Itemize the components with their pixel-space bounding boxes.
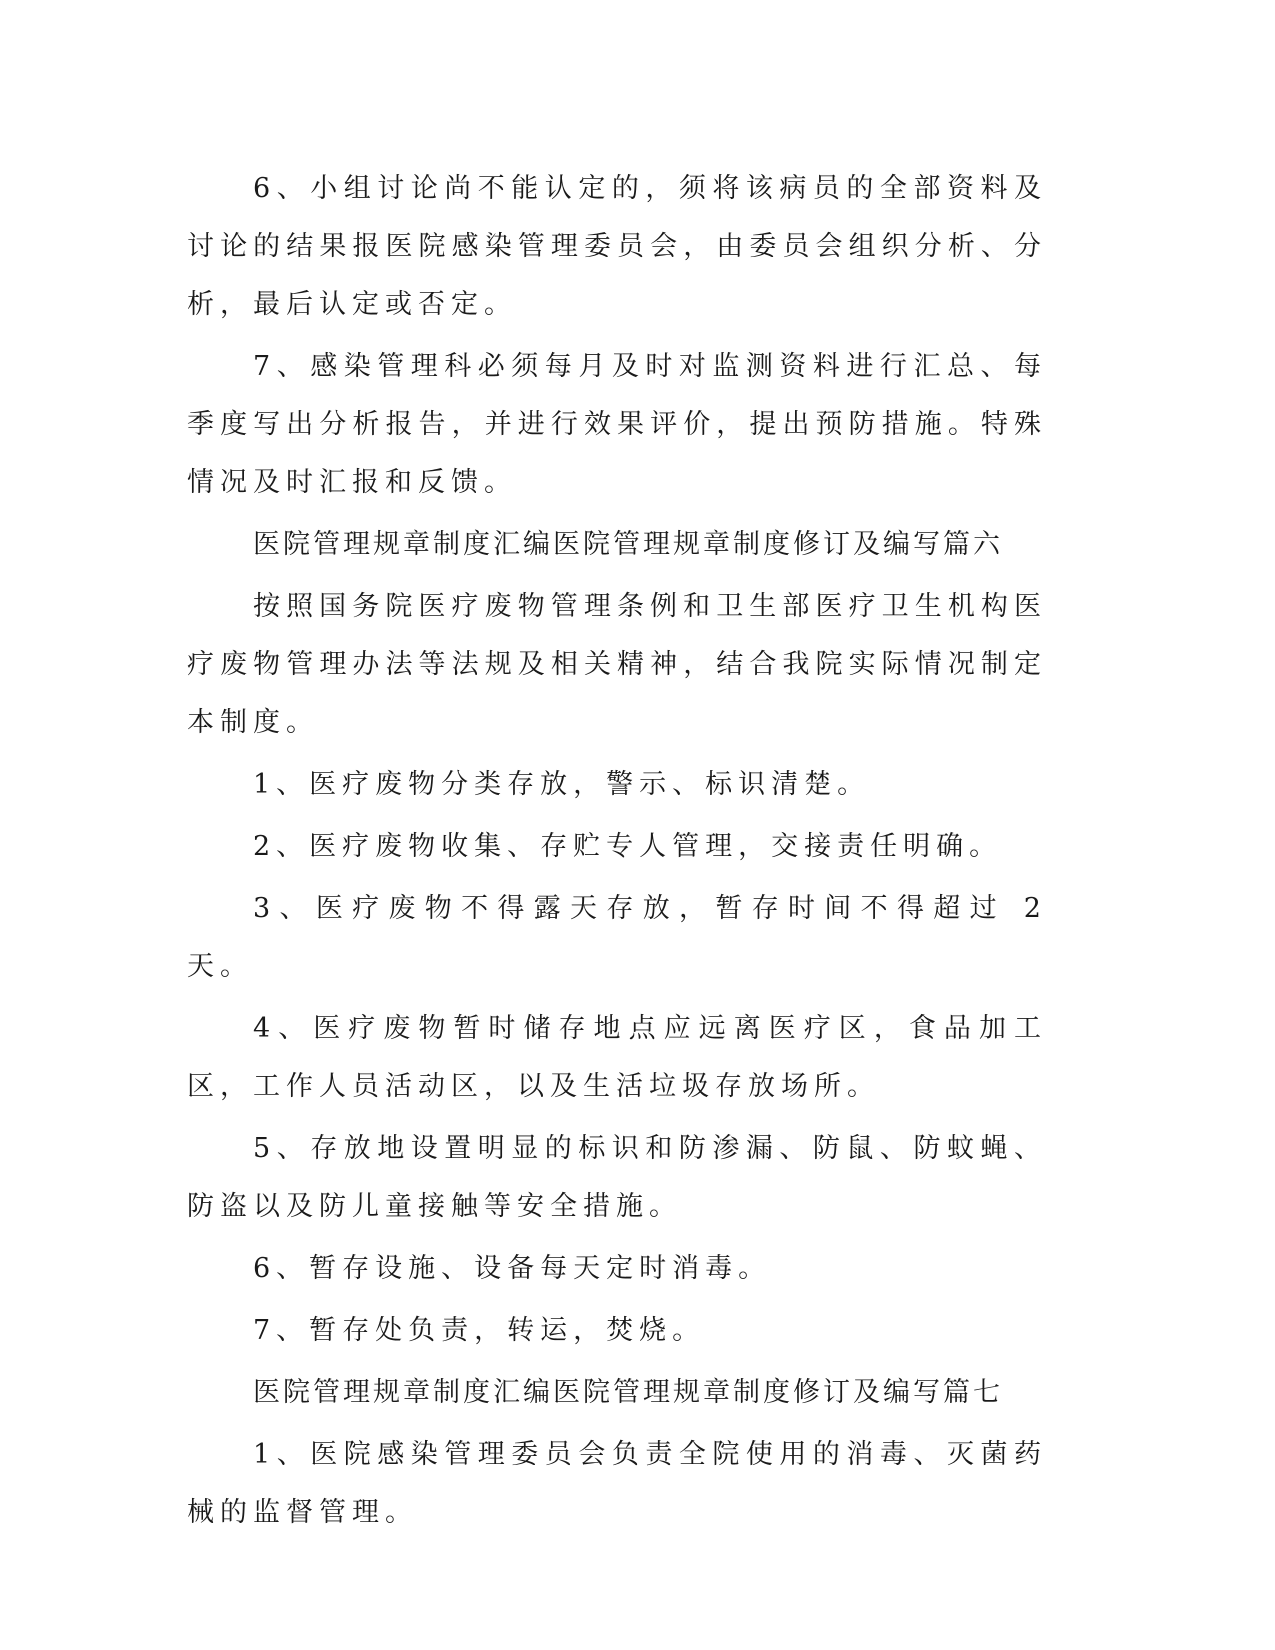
document-body [187,160,1047,1546]
paragraph-item-4-storage-location: 4、医疗废物暂时储存地点应远离医疗区，食品加工区，工作人员活动区，以及生活垃圾存放场所。 [187,1013,1047,1102]
paragraph-item-1-classification: 1、医疗废物分类存放，警示、标识清楚。 [253,769,871,800]
paragraph-item-7-monitoring: 7、感染管理科必须每月及时对监测资料进行汇总、每季度写出分析报告，并进行效果评价，提出预防措施。特殊情况及时汇报和反馈。 [187,351,1047,498]
paragraph-item-6-discussion: 6、小组讨论尚不能认定的，须将该病员的全部资料及讨论的结果报医院感染管理委员会，由委员会组织分析、分析，最后认定或否定。 [187,173,1047,320]
paragraph-item-6-disinfection: 6、暂存设施、设备每天定时消毒。 [253,1253,772,1284]
section-heading-part-six: 医院管理规章制度汇编医院管理规章制度修订及编写篇六 [253,529,1003,560]
paragraph-item-1-supervision: 1、医院感染管理委员会负责全院使用的消毒、灭菌药械的监督管理。 [187,1439,1047,1528]
paragraph-item-5-safety-measures: 5、存放地设置明显的标识和防渗漏、防鼠、防蚊蝇、防盗以及防儿童接触等安全措施。 [187,1133,1047,1222]
paragraph-intro-medical-waste: 按照国务院医疗废物管理条例和卫生部医疗卫生机构医疗废物管理办法等法规及相关精神，结合我院实际情况制定本制度。 [187,591,1047,738]
paragraph-item-2-collection: 2、医疗废物收集、存贮专人管理，交接责任明确。 [253,831,1003,862]
paragraph-item-7-transport: 7、暂存处负责，转运，焚烧。 [253,1315,706,1346]
paragraph-item-3-storage-time: 3、医疗废物不得露天存放，暂存时间不得超过 2 天。 [187,893,1047,982]
section-heading-part-seven: 医院管理规章制度汇编医院管理规章制度修订及编写篇七 [253,1377,1003,1408]
